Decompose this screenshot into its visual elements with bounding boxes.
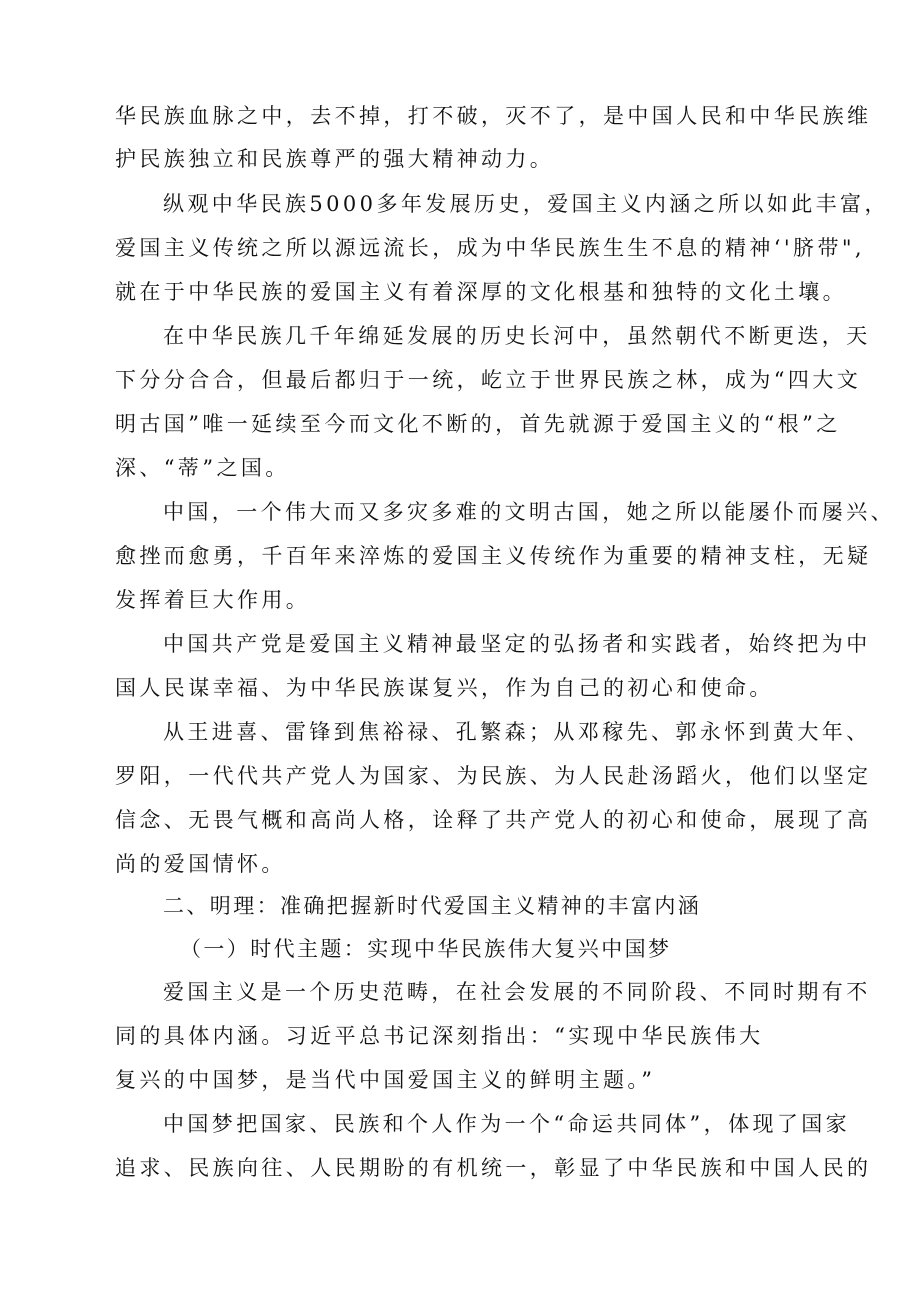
paragraph-first-line: 中国共产党是爱国主义精神最坚定的弘扬者和实践者，始终把为中 — [163, 632, 871, 656]
text-line: 愈挫而愈勇，千百年来淬炼的爱国主义传统作为重要的精神支柱，无疑 — [115, 544, 872, 568]
text-line: 护民族独立和民族尊严的强大精神动力。 — [115, 147, 555, 171]
section-heading: 二、明理：准确把握新时代爱国主义精神的丰富内涵 — [163, 894, 702, 918]
paragraph-first-line: 中国梦把国家、民族和个人作为一个“命运共同体”，体现了国家 — [163, 1112, 851, 1136]
text-line: 复兴的中国梦，是当代中国爱国主义的鲜明主题。” — [115, 1068, 656, 1092]
text-line: 同的具体内涵。习近平总书记深刻指出：“实现中华民族伟大 — [115, 1024, 764, 1048]
text-line: 追求、民族向往、人民期盼的有机统一，彰显了中华民族和中国人民的 — [115, 1156, 872, 1180]
text-line: 爱国主义传统之所以源远流长，成为中华民族生生不息的精神‘'脐带", — [115, 236, 865, 260]
text-line: 就在于中华民族的爱国主义有着深厚的文化根基和独特的文化土壤。 — [115, 280, 847, 304]
text-line: 下分分合合，但最后都归于一统，屹立于世界民族之林，成为“四大文 — [115, 368, 862, 392]
text-line: 发挥着巨大作用。 — [115, 588, 311, 612]
text-line: 罗阳，一代代共产党人为国家、为民族、为人民赴汤蹈火，他们以坚定 — [115, 764, 872, 788]
paragraph-first-line: 在中华民族几千年绵延发展的历史长河中，虽然朝代不断更迭，天 — [163, 324, 871, 348]
text-line: 明古国”唯一延续至今而文化不断的，首先就源于爱国主义的“根”之 — [115, 412, 841, 436]
text-line: 深、“蒂”之国。 — [115, 456, 290, 480]
text-line: 尚的爱国情怀。 — [115, 852, 286, 876]
subsection-heading: （一）时代主题：实现中华民族伟大复兴中国梦 — [180, 937, 672, 961]
text-line: 信念、无畏气概和高尚人格，诠释了共产党人的初心和使命，展现了高 — [115, 808, 872, 832]
paragraph-first-line: 中国，一个伟大而又多灾多难的文明古国，她之所以能屡仆而屡兴、 — [163, 500, 895, 524]
paragraph-first-line: 从王进喜、雷锋到焦裕禄、孔繁森；从邓稼先、郭永怀到黄大年、 — [163, 720, 871, 744]
text-line: 国人民谋幸福、为中华民族谋复兴，作为自己的初心和使命。 — [115, 676, 774, 700]
paragraph-first-line: 纵观中华民族5000多年发展历史，爱国主义内涵之所以如此丰富， — [163, 192, 889, 216]
text-line: 华民族血脉之中，去不掉，打不破，灭不了，是中国人民和中华民族维 — [115, 104, 872, 128]
paragraph-first-line: 爱国主义是一个历史范畴，在社会发展的不同阶段、不同时期有不 — [163, 980, 871, 1004]
